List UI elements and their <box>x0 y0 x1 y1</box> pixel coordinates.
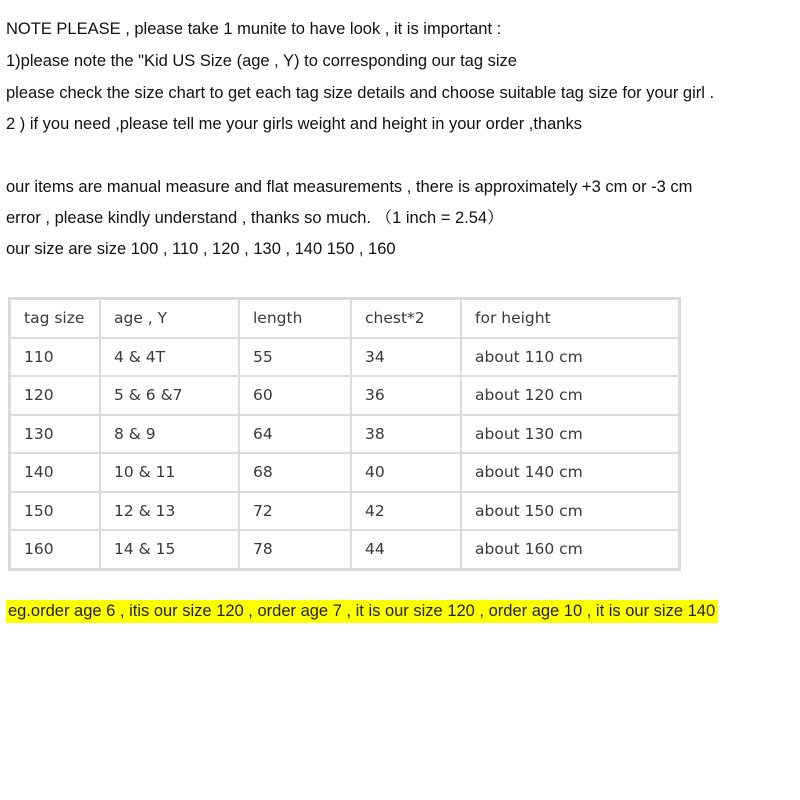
table-row <box>10 338 679 377</box>
note-line-sizes: our size are size 100 , 110 , 120 , 130 , 140 150 , 160 <box>6 240 396 258</box>
cell-chest: 40 <box>351 453 461 492</box>
cell-tag-size: 120 <box>10 376 100 415</box>
header-for-height: for height <box>461 299 679 338</box>
size-chart-table <box>9 298 680 570</box>
table-header-row <box>10 299 679 338</box>
cell-age: 8 & 9 <box>100 415 239 454</box>
cell-age: 4 & 4T <box>100 338 239 377</box>
cell-for-height: about 140 cm <box>461 453 679 492</box>
table-row <box>10 453 679 492</box>
cell-length: 64 <box>239 415 351 454</box>
cell-length: 55 <box>239 338 351 377</box>
cell-chest: 42 <box>351 492 461 531</box>
cell-length: 72 <box>239 492 351 531</box>
cell-age: 10 & 11 <box>100 453 239 492</box>
cell-for-height: about 160 cm <box>461 530 679 569</box>
cell-tag-size: 150 <box>10 492 100 531</box>
cell-chest: 36 <box>351 376 461 415</box>
cell-for-height: about 120 cm <box>461 376 679 415</box>
note-line-check-chart: please check the size chart to get each tag size details and choose suitable tag size for your girl . <box>6 84 715 102</box>
cell-age: 5 & 6 &7 <box>100 376 239 415</box>
header-tag-size: tag size <box>10 299 100 338</box>
note-line-important: NOTE PLEASE , please take 1 munite to have look , it is important : <box>6 20 502 38</box>
cell-for-height: about 130 cm <box>461 415 679 454</box>
note-line-error: error , please kindly understand , thanks so much. （1 inch = 2.54） <box>6 209 504 227</box>
cell-age: 12 & 13 <box>100 492 239 531</box>
cell-for-height: about 110 cm <box>461 338 679 377</box>
cell-for-height: about 150 cm <box>461 492 679 531</box>
cell-tag-size: 160 <box>10 530 100 569</box>
header-chest: chest*2 <box>351 299 461 338</box>
header-age: age , Y <box>100 299 239 338</box>
cell-tag-size: 140 <box>10 453 100 492</box>
note-line-size-mapping: 1)please note the "Kid US Size (age , Y) to corresponding our tag size <box>6 52 517 70</box>
cell-length: 60 <box>239 376 351 415</box>
cell-chest: 44 <box>351 530 461 569</box>
table-row <box>10 530 679 569</box>
table-row <box>10 492 679 531</box>
note-line-weight-height: 2 ) if you need ,please tell me your girls weight and height in your order ,thanks <box>6 115 582 133</box>
table-row <box>10 415 679 454</box>
header-length: length <box>239 299 351 338</box>
example-highlight: eg.order age 6 , itis our size 120 , order age 7 , it is our size 120 , order age 10 , it is our size 140 <box>6 600 718 623</box>
cell-length: 68 <box>239 453 351 492</box>
table-row <box>10 376 679 415</box>
cell-tag-size: 130 <box>10 415 100 454</box>
note-line-measurement: our items are manual measure and flat measurements , there is approximately +3 cm or -3 cm <box>6 178 693 196</box>
cell-length: 78 <box>239 530 351 569</box>
cell-chest: 38 <box>351 415 461 454</box>
cell-age: 14 & 15 <box>100 530 239 569</box>
cell-tag-size: 110 <box>10 338 100 377</box>
cell-chest: 34 <box>351 338 461 377</box>
